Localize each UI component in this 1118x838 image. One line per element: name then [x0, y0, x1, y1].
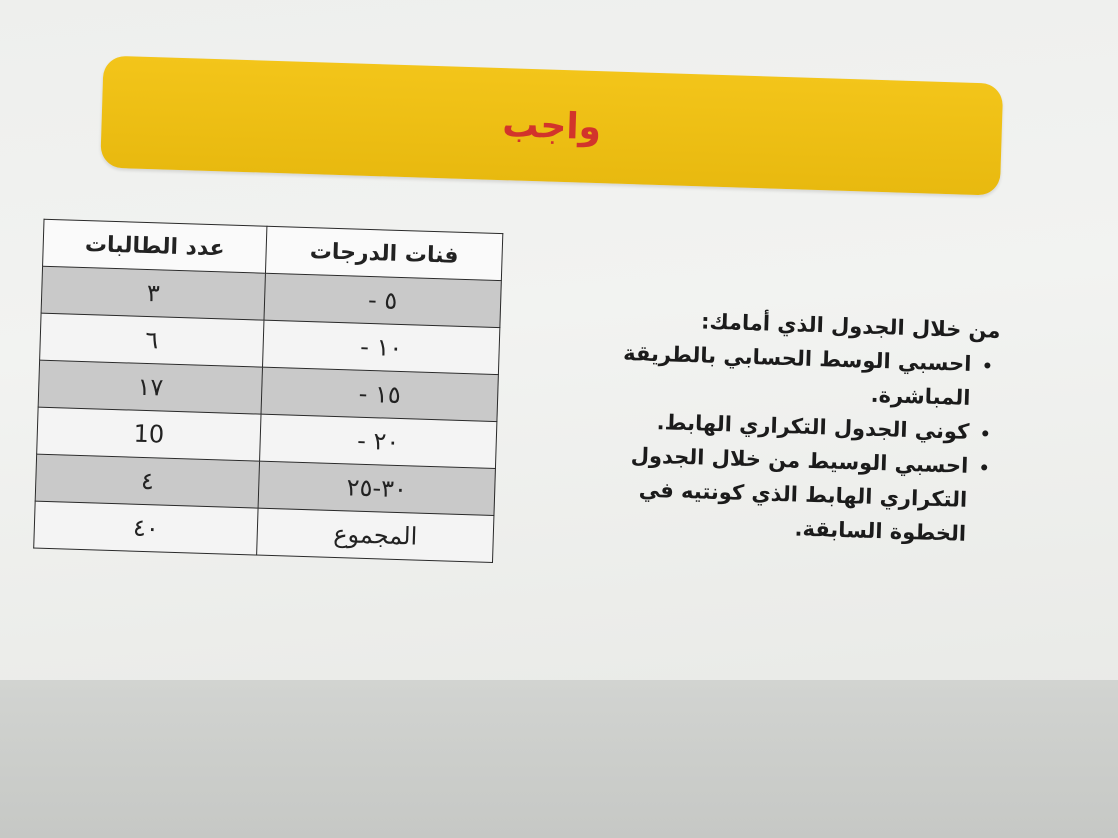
title-banner — [100, 56, 1003, 196]
instructions-intro: من خلال الجدول الذي أمامك: — [700, 309, 1001, 343]
instruction-item: • احسبي الوسط الحسابي بالطريقة المباشرة. — [578, 335, 972, 415]
screen-bezel — [0, 680, 1118, 838]
cell-range: ١٥ - — [261, 367, 498, 421]
instruction-item: • احسبي الوسيط من خلال الجدول التكراري الهابط الذي كونتيه في الخطوة السابقة. — [574, 437, 969, 551]
cell-count: ٦ — [40, 313, 264, 367]
table-header-range: فنات الدرجات — [266, 226, 503, 280]
grades-table — [33, 219, 503, 563]
cell-count: 10 — [37, 407, 261, 461]
cell-count: ٤ — [35, 454, 259, 508]
cell-total-label: المجموع — [257, 508, 494, 562]
cell-range: ١٠ - — [263, 320, 500, 374]
cell-total-value: ٤٠ — [34, 501, 258, 555]
cell-range: ٢٠ - — [260, 414, 497, 468]
slide-title: واجب — [501, 103, 602, 148]
cell-count: ٣ — [41, 266, 265, 320]
cell-range: ٥ - — [264, 273, 501, 327]
cell-count: ١٧ — [38, 360, 262, 414]
cell-range: ٣٠-٢٥ — [258, 461, 495, 515]
instruction-item: • كوني الجدول التكراري الهابط. — [577, 403, 970, 449]
instructions-list — [574, 335, 1000, 552]
instructions — [574, 301, 1001, 552]
slide — [11, 23, 1109, 657]
table-header-count: عدد الطالبات — [43, 219, 267, 273]
